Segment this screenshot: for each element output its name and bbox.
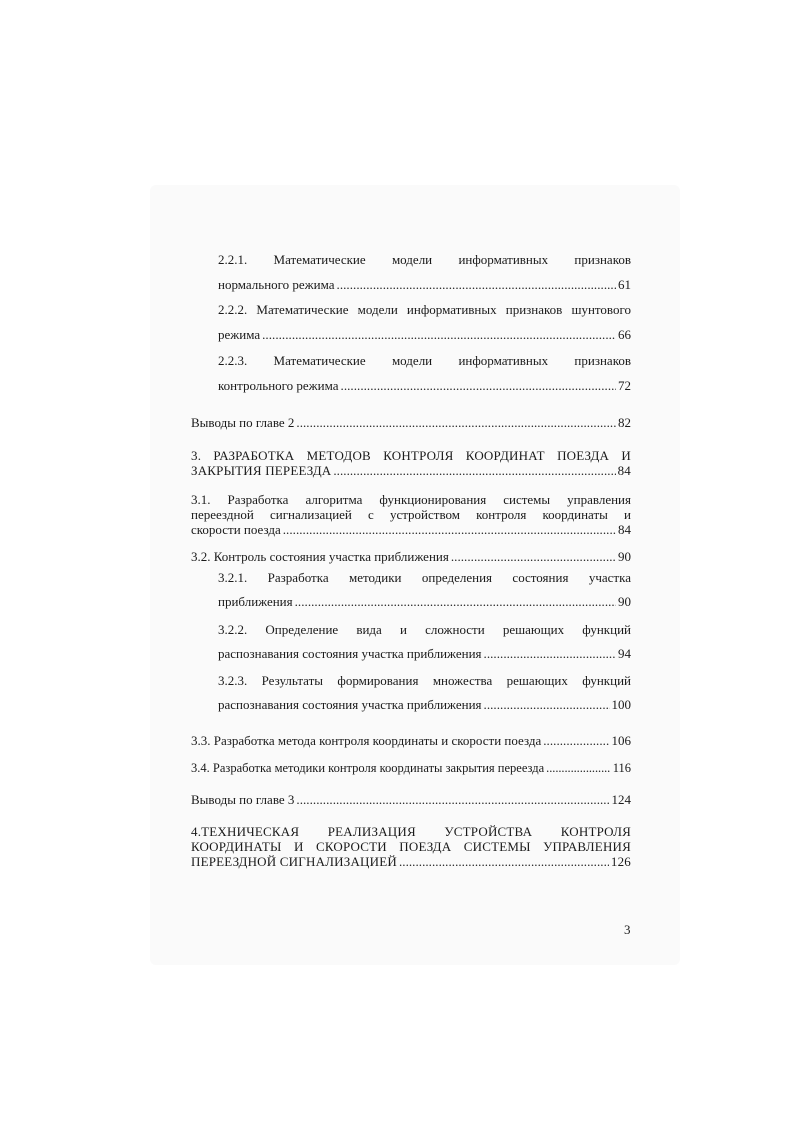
toc-entry-2-2-2 [191, 300, 631, 345]
toc-title: режима [218, 327, 261, 342]
leader-dots [399, 854, 609, 869]
leader-dots [543, 731, 609, 751]
toc-line: 3.2.1. Разработка методики определения состояния участка [218, 570, 631, 585]
toc-page: 90 [618, 549, 631, 564]
leader-dots [296, 413, 616, 433]
toc-entry-3-4 [191, 758, 631, 778]
toc-line: 3. РАЗРАБОТКА МЕТОДОВ КОНТРОЛЯ КООРДИНАТ ПОЕЗДА И [191, 448, 631, 463]
leader-dots [295, 592, 616, 612]
leader-dots [484, 644, 616, 664]
toc-page: 66 [618, 327, 631, 342]
toc-page: 116 [612, 761, 631, 775]
toc-entry-conclusions-2 [191, 413, 631, 433]
leader-dots [262, 325, 616, 345]
toc-entry-2-2-1 [191, 250, 631, 295]
toc-line: переездной сигнализацией с устройством контроля координаты и [191, 507, 631, 522]
leader-dots [341, 376, 616, 396]
toc-entry-3-2-3 [191, 671, 631, 715]
toc-entry-conclusions-3 [191, 790, 631, 810]
toc-entry-3-2 [191, 547, 631, 567]
page-number: 3 [624, 922, 631, 937]
toc-title: приближения [218, 594, 293, 609]
toc-title: Выводы по главе 3 [191, 792, 295, 807]
toc-page: 106 [611, 733, 631, 748]
toc-entry-2-2-3 [191, 351, 631, 396]
toc-line: 3.2.2. Определение вида и сложности решающих функций [218, 622, 631, 637]
toc-title: контрольного режима [218, 378, 339, 393]
toc-page: 84 [617, 463, 631, 478]
toc-entry-3-2-1 [191, 568, 631, 612]
leader-dots [337, 275, 616, 295]
toc-title: 3.4. Разработка методики контроля координаты закрытия переезда [191, 761, 545, 775]
toc-line: 3.1. Разработка алгоритма функционирования системы управления [191, 492, 631, 507]
toc-line: 2.2.1. Математические модели информативных признаков [218, 252, 631, 267]
toc-entry-3-3 [191, 731, 631, 751]
toc-page: 100 [611, 697, 631, 712]
toc-page: 61 [618, 277, 631, 292]
toc-page: 124 [611, 792, 631, 807]
toc-line: КООРДИНАТЫ И СКОРОСТИ ПОЕЗДА СИСТЕМЫ УПРАВЛЕНИЯ [191, 839, 631, 854]
toc-line: 2.2.3. Математические модели информативных признаков [218, 353, 631, 368]
toc-title: распознавания состояния участка приближения [218, 646, 482, 661]
toc-title: ПЕРЕЕЗДНОЙ СИГНАЛИЗАЦИЕЙ [191, 854, 397, 869]
toc-line: 2.2.2. Математические модели информативных признаков шунтового [218, 302, 631, 317]
toc-page: 72 [618, 378, 631, 393]
toc-page: 82 [618, 415, 631, 430]
toc-title: 3.2. Контроль состояния участка приближения [191, 549, 449, 564]
toc-page: 90 [618, 594, 631, 609]
toc-page: 84 [618, 522, 631, 537]
toc-entry-chapter-4 [191, 824, 631, 869]
toc-title: нормального режима [218, 277, 335, 292]
leader-dots [333, 463, 615, 478]
toc-title: 3.3. Разработка метода контроля координаты и скорости поезда [191, 733, 542, 748]
toc-title: ЗАКРЫТИЯ ПЕРЕЕЗДА [191, 463, 332, 478]
leader-dots [283, 522, 616, 537]
toc-title: распознавания состояния участка приближения [218, 697, 482, 712]
toc-title: Выводы по главе 2 [191, 415, 295, 430]
toc-line: 3.2.3. Результаты формирования множества решающих функций [218, 673, 631, 688]
leader-dots [451, 547, 616, 567]
toc-title: скорости поезда [191, 522, 281, 537]
toc-entry-3-2-2 [191, 620, 631, 664]
leader-dots [546, 758, 611, 778]
toc-page: 126 [610, 854, 631, 869]
leader-dots [484, 695, 610, 715]
toc-entry-3-1 [191, 492, 631, 537]
leader-dots [296, 790, 609, 810]
toc-page: 94 [618, 646, 631, 661]
toc-entry-chapter-3 [191, 448, 631, 478]
toc-line: 4.ТЕХНИЧЕСКАЯ РЕАЛИЗАЦИЯ УСТРОЙСТВА КОНТРОЛЯ [191, 824, 631, 839]
